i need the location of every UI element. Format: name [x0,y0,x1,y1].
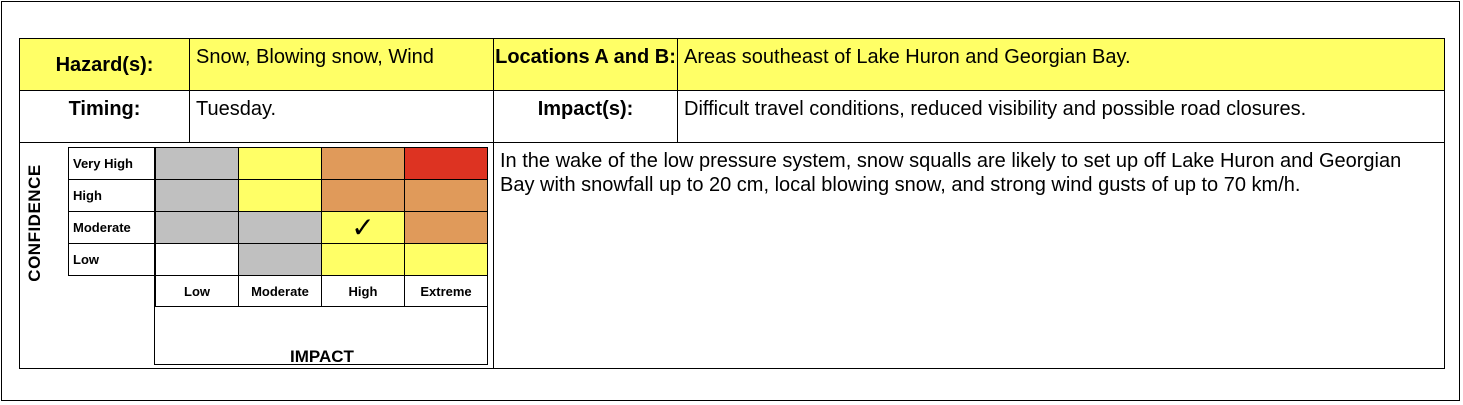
risk-matrix [20,143,494,368]
weather-bulletin-table [19,38,1445,369]
confidence-level-label: Moderate [69,212,156,244]
timing-value-cell [190,91,494,143]
impacts-label: Impact(s): [537,98,634,120]
confidence-level-label: High [69,180,156,212]
description-text: In the wake of the low pressure system, snow squalls are likely to set up off Lake Huron and Georgian Bay with snowfall up to 20 cm, local blowing snow, and strong wind gusts of up to 70 km/h. [500,150,1402,196]
impact-level-label: Extreme [405,276,488,307]
matrix-cell [239,212,322,244]
description-cell [494,143,1445,369]
matrix-cell [156,180,239,212]
matrix-cell [239,148,322,180]
hazards-value-cell [190,39,494,91]
matrix-cell [156,148,239,180]
confidence-axis-label: CONFIDENCE [25,164,44,282]
matrix-cell [322,244,405,276]
matrix-cell [322,212,405,244]
hazards-label-cell [20,39,190,91]
locations-label: Locations A and B: [495,46,676,68]
matrix-cell [156,244,239,276]
impact-level-label: Low [156,276,239,307]
locations-value: Areas southeast of Lake Huron and Georgian Bay. [684,46,1131,68]
impact-axis-label: IMPACT [290,347,354,366]
risk-matrix-grid [68,147,488,307]
matrix-cell [239,180,322,212]
impact-level-label: Moderate [239,276,322,307]
matrix-cell [405,212,488,244]
matrix-corner [69,276,156,307]
confidence-level-label: Low [69,244,156,276]
matrix-cell [322,180,405,212]
impacts-label-cell [494,91,678,143]
matrix-cell [156,212,239,244]
impacts-value-cell [678,91,1445,143]
matrix-cell [405,180,488,212]
locations-value-cell [678,39,1445,91]
confidence-level-label: Very High [69,148,156,180]
selected-check-icon: ✓ [351,211,375,243]
matrix-cell [322,148,405,180]
timing-value: Tuesday. [196,98,277,120]
hazards-value: Snow, Blowing snow, Wind [196,46,434,68]
impact-level-label: High [322,276,405,307]
locations-label-cell [494,39,678,91]
hazards-label: Hazard(s): [55,54,154,76]
risk-matrix-cell [20,143,494,369]
matrix-cell [405,244,488,276]
matrix-cell [239,244,322,276]
timing-label: Timing: [68,98,141,120]
matrix-cell [405,148,488,180]
impacts-value: Difficult travel conditions, reduced visibility and possible road closures. [684,98,1307,120]
timing-label-cell [20,91,190,143]
